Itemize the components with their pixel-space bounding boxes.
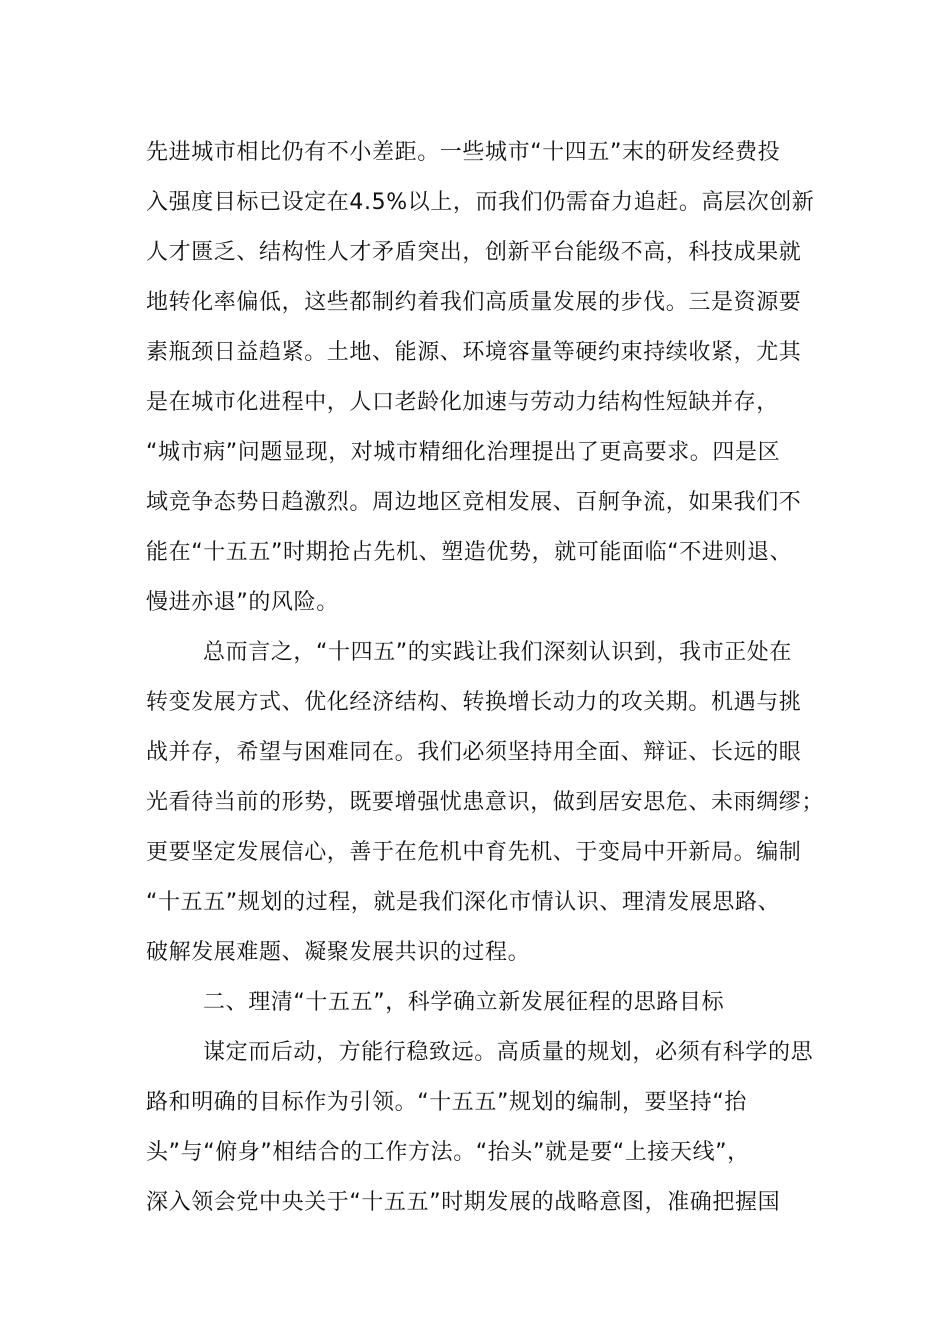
text-line: “城市病”问题显现，对城市精细化治理提出了更高要求。四是区 <box>146 440 781 465</box>
text-line: 路和明确的目标作为引领。“十五五”规划的编制，要坚持“抬 <box>146 1090 747 1115</box>
document-body <box>146 128 826 1228</box>
text-line: 地转化率偏低，这些都制约着我们高质量发展的步伐。三是资源要 <box>146 290 802 315</box>
text-line: 深入领会党中央关于“十五五”时期发展的战略意图，准确把握国 <box>146 1190 781 1215</box>
text-line: 能在“十五五”时期抢占先机、塑造优势，就可能面临“不进则退、 <box>146 540 793 565</box>
paragraph-first-line: 谋定而后动，方能行稳致远。高质量的规划，必须有科学的思 <box>203 1040 814 1065</box>
text-line: 战并存，希望与困难同在。我们必须坚持用全面、辩证、长远的眼 <box>146 740 802 765</box>
section-heading: 二、理清“十五五”，科学确立新发展征程的思路目标 <box>203 990 725 1015</box>
text-line: “十五五”规划的过程，就是我们深化市情认识、理清发展思路、 <box>146 890 781 915</box>
text-line: 转变发展方式、优化经济结构、转换增长动力的攻关期。机遇与挑 <box>146 690 802 715</box>
text-line: 破解发展难题、凝聚发展共识的过程。 <box>146 940 531 965</box>
text-line: 慢进亦退”的风险。 <box>146 590 339 615</box>
text-line: 入强度目标已设定在4.5%以上，而我们仍需奋力追赶。高层次创新 <box>146 190 815 215</box>
text-line: 光看待当前的形势，既要增强忧患意识，做到居安思危、未雨绸缪； <box>146 790 825 815</box>
text-line: 素瓶颈日益趋紧。土地、能源、环境容量等硬约束持续收紧，尤其 <box>146 340 802 365</box>
text-line: 人才匮乏、结构性人才矛盾突出，创新平台能级不高，科技成果就 <box>146 240 802 265</box>
text-line: 头”与“俯身”相结合的工作方法。“抬头”就是要“上接天线”， <box>146 1140 750 1165</box>
text-line: 更要坚定发展信心，善于在危机中育先机、于变局中开新局。编制 <box>146 840 802 865</box>
text-line: 域竞争态势日趋激烈。周边地区竞相发展、百舸争流，如果我们不 <box>146 490 802 515</box>
text-line: 是在城市化进程中，人口老龄化加速与劳动力结构性短缺并存， <box>146 390 779 415</box>
paragraph-first-line: 总而言之，“十四五”的实践让我们深刻认识到，我市正处在 <box>203 640 792 665</box>
text-line: 先进城市相比仍有不小差距。一些城市“十四五”末的研发经费投 <box>146 140 781 165</box>
